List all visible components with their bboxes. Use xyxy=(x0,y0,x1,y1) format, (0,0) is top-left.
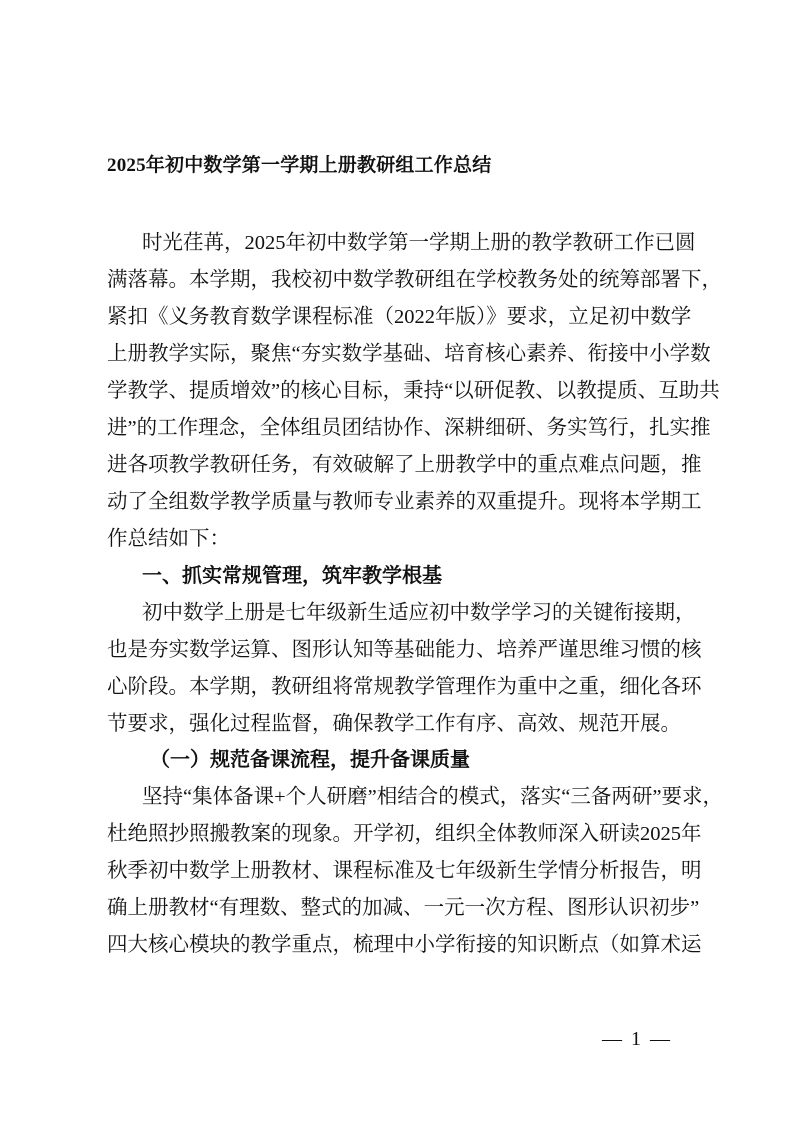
text-line: 满落幕。本学期，我校初中数学教研组在学校教务处的统筹部署下， xyxy=(107,269,722,291)
text-line: 也是夯实数学运算、图形认知等基础能力、培养严谨思维习惯的核 xyxy=(107,639,702,661)
section-heading: 一、抓实常规管理，筑牢教学根基 xyxy=(142,565,442,587)
page-number: — 1 — xyxy=(602,1028,672,1050)
text-line: 确上册教材“有理数、整式的加减、一元一次方程、图形认识初步” xyxy=(107,897,700,919)
text-line: 进”的工作理念，全体组员团结协作、深耕细研、务实笃行，扎实推 xyxy=(107,417,711,439)
text-line: 秋季初中数学上册教材、课程标准及七年级新生学情分析报告，明 xyxy=(107,860,702,882)
text-line: 杜绝照抄照搬教案的现象。开学初，组织全体教师深入研读2025年 xyxy=(107,823,702,845)
subsection-heading: （一）规范备课流程，提升备课质量 xyxy=(150,749,470,771)
text-line: 进各项教学教研任务，有效破解了上册教学中的重点难点问题，推 xyxy=(107,454,702,476)
text-line: 四大核心模块的教学重点，梳理中小学衔接的知识断点（如算术运 xyxy=(107,934,702,956)
text-line: 初中数学上册是七年级新生适应初中数学学习的关键衔接期， xyxy=(142,602,696,624)
text-line: 心阶段。本学期，教研组将常规教学管理作为重中之重，细化各环 xyxy=(107,676,702,698)
document-title: 2025年初中数学第一学期上册教研组工作总结 xyxy=(107,155,492,176)
text-line: 上册教学实际，聚焦“夯实数学基础、培育核心素养、衔接中小学数 xyxy=(107,343,711,365)
text-line: 动了全组数学教学质量与教师专业素养的双重提升。现将本学期工 xyxy=(107,491,702,513)
text-line: 学教学、提质增效”的核心目标，秉持“以研促教、以教提质、互助共 xyxy=(107,380,720,402)
text-line: 坚持“集体备课+个人研磨”相结合的模式，落实“三备两研”要求， xyxy=(142,786,723,808)
text-line: 节要求，强化过程监督，确保教学工作有序、高效、规范开展。 xyxy=(107,713,681,735)
text-line: 紧扣《义务教育数学课程标准（2022年版）》要求，立足初中数学 xyxy=(107,306,692,328)
text-line: 作总结如下： xyxy=(107,528,230,550)
text-line: 时光荏苒，2025年初中数学第一学期上册的教学教研工作已圆 xyxy=(142,232,696,254)
